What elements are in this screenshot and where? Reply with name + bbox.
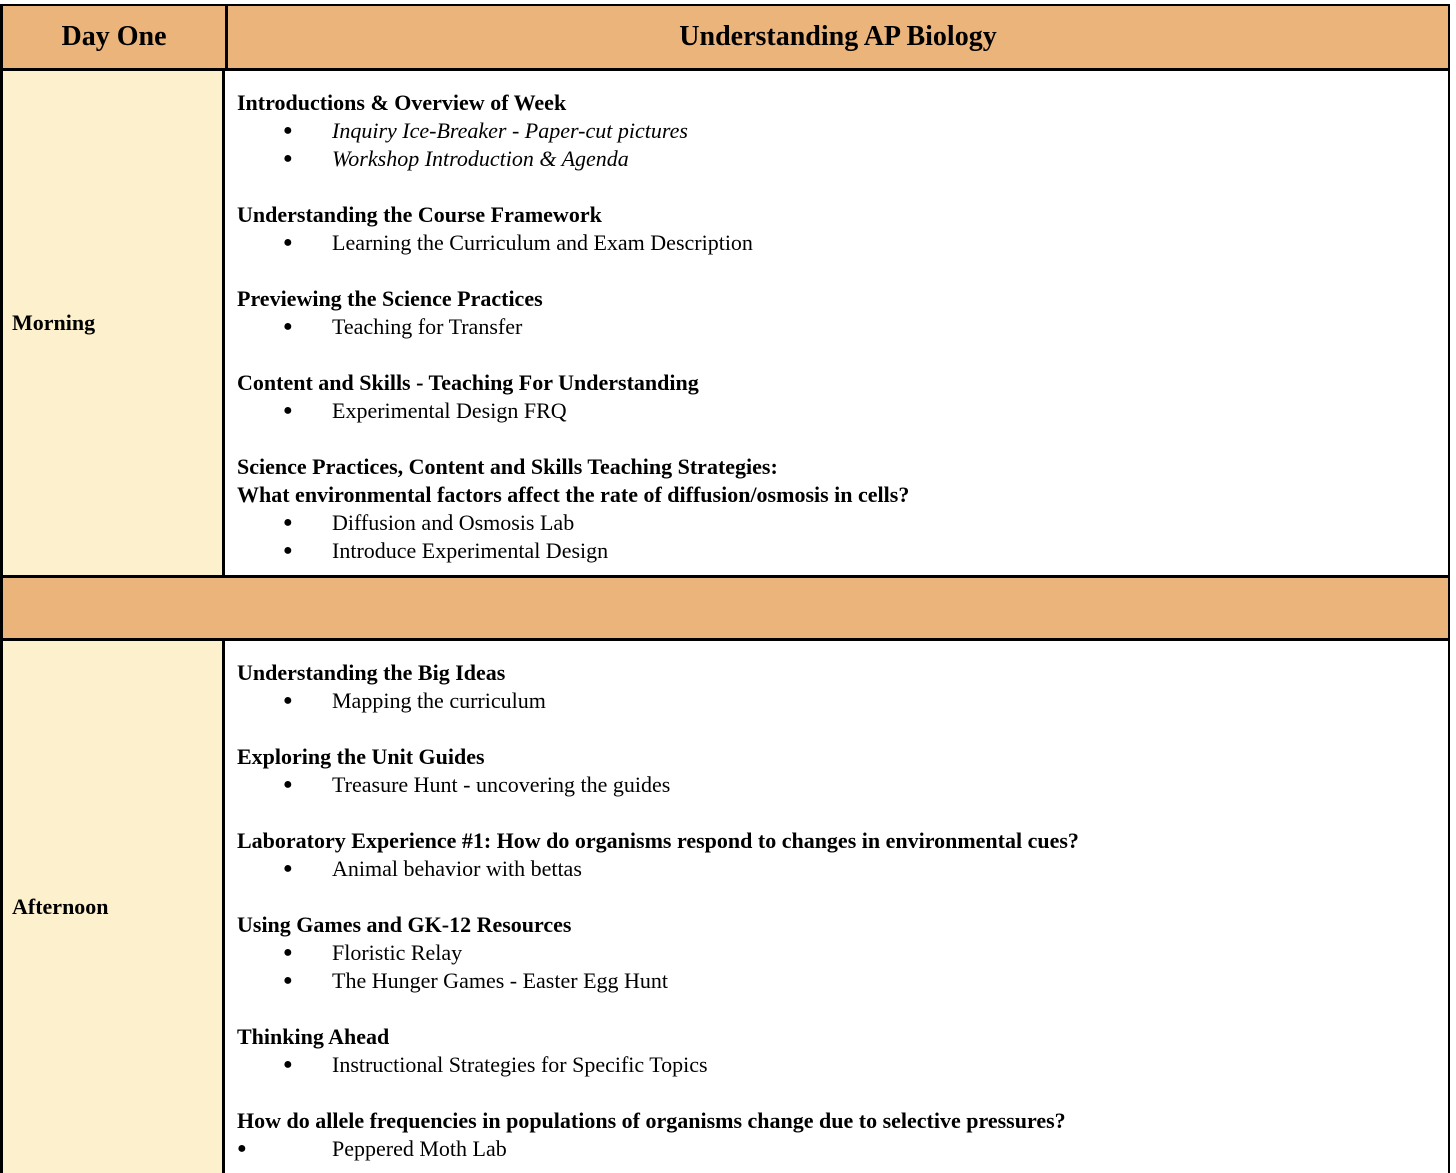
agenda-block (237, 911, 1448, 995)
list-item (237, 771, 1448, 799)
agenda-block (237, 1107, 1448, 1163)
agenda-heading: Thinking Ahead (237, 1024, 390, 1049)
header-row (3, 6, 1448, 71)
day-heading: Day One (3, 6, 228, 68)
morning-row (3, 71, 1448, 578)
schedule-title: Understanding AP Biology (679, 21, 997, 52)
list-item (237, 145, 1448, 173)
agenda-block (237, 89, 1448, 173)
agenda-list (237, 509, 1448, 565)
bullet-icon: ● (283, 402, 293, 419)
list-item-text: Experimental Design FRQ (332, 398, 567, 423)
morning-label: Morning (3, 71, 225, 575)
afternoon-label: Afternoon (3, 641, 225, 1173)
afternoon-content (225, 641, 1448, 1173)
list-item-text: Inquiry Ice-Breaker - Paper-cut pictures (332, 118, 688, 143)
agenda-heading: Introductions & Overview of Week (237, 90, 567, 115)
agenda-list (237, 313, 1448, 341)
agenda-heading: Exploring the Unit Guides (237, 744, 485, 769)
bullet-icon: ● (283, 776, 293, 793)
list-item (237, 313, 1448, 341)
agenda-block (237, 369, 1448, 425)
afternoon-row (3, 641, 1448, 1173)
bullet-icon: ● (283, 122, 293, 139)
list-item (237, 855, 1448, 883)
list-item-text: Animal behavior with bettas (332, 856, 582, 881)
list-item-text: Treasure Hunt - uncovering the guides (332, 772, 671, 797)
bullet-icon: ● (283, 542, 293, 559)
agenda-block (237, 659, 1448, 715)
list-item-text: Workshop Introduction & Agenda (332, 146, 629, 171)
list-item (237, 229, 1448, 257)
agenda-heading: Previewing the Science Practices (237, 286, 543, 311)
agenda-heading: Using Games and GK-12 Resources (237, 912, 572, 937)
agenda-list (237, 855, 1448, 883)
list-item (237, 1051, 1448, 1079)
bullet-icon: ● (283, 972, 293, 989)
bullet-icon: ● (283, 234, 293, 251)
bullet-icon: ● (283, 860, 293, 877)
list-item (237, 397, 1448, 425)
agenda-heading: Laboratory Experience #1: How do organisms respond to changes in environmental cues? (237, 828, 1079, 853)
agenda-subheading: What environmental factors affect the rate of diffusion/osmosis in cells? (237, 482, 910, 507)
bullet-icon: ● (283, 1056, 293, 1073)
agenda-heading: Understanding the Course Framework (237, 202, 602, 227)
agenda-list (237, 1135, 1448, 1163)
agenda-block (237, 201, 1448, 257)
agenda-block (237, 1023, 1448, 1079)
bullet-icon: ● (283, 150, 293, 167)
morning-content (225, 71, 1448, 575)
agenda-list (237, 117, 1448, 173)
list-item-text: The Hunger Games - Easter Egg Hunt (332, 968, 669, 993)
bullet-icon: ● (237, 1140, 247, 1157)
list-item (237, 537, 1448, 565)
agenda-heading: How do allele frequencies in populations of organisms change due to selective pressures? (237, 1108, 1066, 1133)
schedule-table (0, 4, 1450, 1173)
list-item (237, 687, 1448, 715)
list-item-text: Mapping the curriculum (332, 688, 546, 713)
list-item-text: Learning the Curriculum and Exam Description (332, 230, 753, 255)
agenda-block (237, 743, 1448, 799)
list-item-text: Peppered Moth Lab (332, 1136, 507, 1161)
list-item-text: Instructional Strategies for Specific Topics (332, 1052, 708, 1077)
bullet-icon: ● (283, 514, 293, 531)
list-item-text: Teaching for Transfer (332, 314, 523, 339)
break-row (3, 578, 1448, 641)
list-item (237, 509, 1448, 537)
bullet-icon: ● (283, 944, 293, 961)
list-item-text: Floristic Relay (332, 940, 463, 965)
bullet-icon: ● (283, 318, 293, 335)
agenda-heading: Science Practices, Content and Skills Teaching Strategies: (237, 454, 778, 479)
agenda-block (237, 827, 1448, 883)
list-item-text: Diffusion and Osmosis Lab (332, 510, 575, 535)
list-item (237, 117, 1448, 145)
agenda-list (237, 939, 1448, 995)
agenda-list (237, 397, 1448, 425)
agenda-heading: Understanding the Big Ideas (237, 660, 506, 685)
agenda-block (237, 285, 1448, 341)
agenda-block (237, 453, 1448, 565)
list-item (237, 1135, 1448, 1163)
bullet-icon: ● (283, 692, 293, 709)
agenda-heading: Content and Skills - Teaching For Understanding (237, 370, 699, 395)
list-item (237, 967, 1448, 995)
list-item-text: Introduce Experimental Design (332, 538, 609, 563)
agenda-list (237, 771, 1448, 799)
agenda-list (237, 687, 1448, 715)
list-item (237, 939, 1448, 967)
agenda-list (237, 229, 1448, 257)
agenda-list (237, 1051, 1448, 1079)
